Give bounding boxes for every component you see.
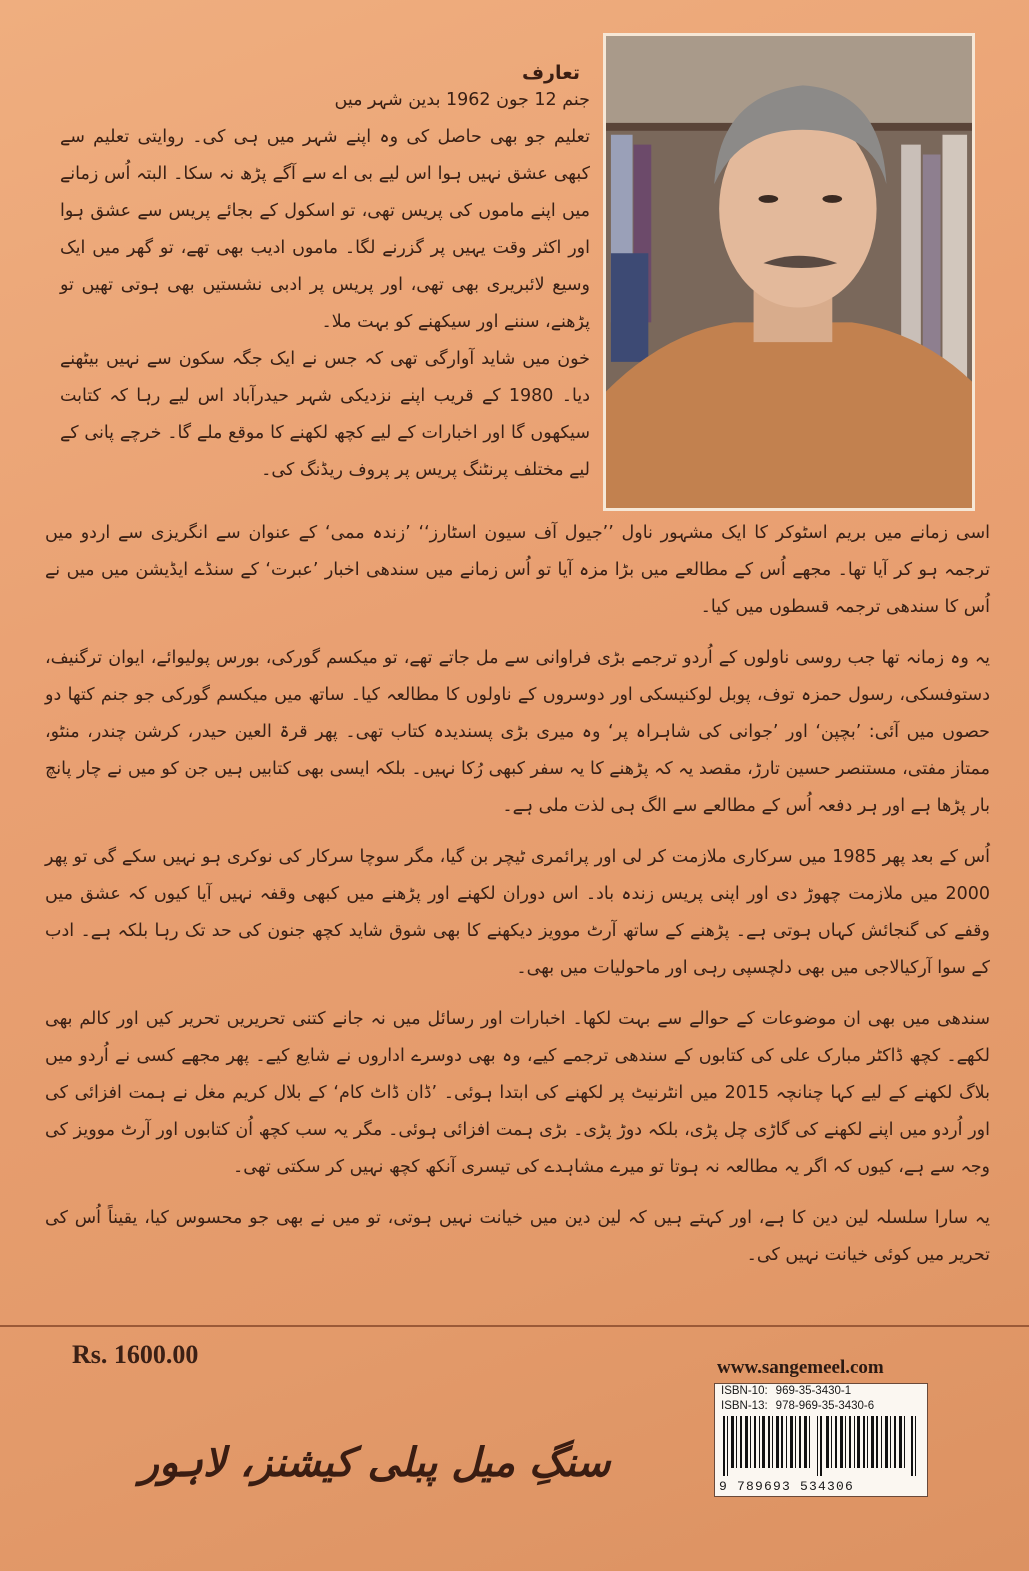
isbn10-value: 969-35-3430-1 [775, 1385, 852, 1397]
price-label: Rs. 1600.00 [72, 1340, 199, 1369]
body-paragraph: سندھی میں بھی ان موضوعات کے حوالے سے بہت لکھا۔ اخبارات اور رسائل میں نہ جانے کتنی تحریریں تحریر کیں اور کالم بھی لکھے۔ کچھ ڈاکٹر مبارک علی کی کتابوں کے سندھی ترجمے کیے، وہ بھی دوسرے اداروں نے شایع کیے۔ پھر مجھے کسی نے اُردو میں بلاگ لکھنے کے لیے کہا چنانچہ 2015 میں انٹرنیٹ پر لکھنے کی ابتدا ہوئی۔ ’ڈان ڈاٹ کام‘ کے بلال کریم مغل نے ہمت افزائی کی اور اُردو میں اپنے لکھنے کی گاڑی چل پڑی، بلکہ دوڑ پڑی۔ بڑی ہمت افزائی ہوئی۔ مگر یہ سب کچھ اُن کتابوں اور آرٹ موویز کی وجہ سے ہے، کیوں کہ اگر یہ مطالعہ نہ ہوتا تو میرے مشاہدے کی تیسری آنکھ کچھ نہیں کر سکتی تھی۔ [45, 1009, 990, 1177]
isbn10-line [715, 1384, 927, 1399]
intro-paragraph: خون میں شاید آوارگی تھی کہ جس نے ایک جگہ سکون سے نہیں بیٹھنے دیا۔ 1980 کے قریب اپنے نزدیکی شہر حیدرآباد اس لیے رہا کہ کتابت سیکھوں گا اور اخبارات کے لیے کچھ لکھنے کا موقع ملے گا۔ خرچے پانی کے لیے مختلف پرنٹنگ پریس پر پروف ریڈنگ کی۔ [60, 349, 591, 480]
intro-title: تعارف [521, 62, 580, 84]
barcode-number: 9 789693 534306 [719, 1479, 855, 1494]
intro-paragraph: تعلیم جو بھی حاصل کی وہ اپنے شہر میں ہی کی۔ روایتی تعلیم سے کبھی عشق نہیں ہوا اس لیے بی اے سے آگے پڑھ نہ سکا۔ البتہ اُس زمانے میں اپنے ماموں کی پریس تھی، تو اسکول کے بجائے پریس سے عشق ہوا اور اکثر وقت یہیں پر گزرنے لگا۔ ماموں ادیب بھی تھے، تو گھر میں ایک وسیع لائبریری بھی تھی، اور پریس پر ادبی نشستیں بھی ہوتی تھیں تو پڑھنے، سننے اور سیکھنے کو بہت ملا۔ [60, 127, 590, 332]
isbn13-line [715, 1399, 927, 1414]
body-paragraph: یہ وہ زمانہ تھا جب روسی ناولوں کے اُردو ترجمے بڑی فراوانی سے مل جاتے تھے، تو میکسم گورکی، بورس پولیوائے، ایوان ترگنیف، دستوفسکی، رسول حمزہ توف، پوبل لوکنیسکی اور دوسروں کے ناولوں کا مطالعہ کیا۔ ساتھ میں میکسم گورکی جو جنم کتھا دو حصوں میں آئی: ’بچپن‘ اور ’جوانی کی شاہراہ پر‘ وہ میری بڑی پسندیدہ کتاب تھی۔ پھر قرۃ العین حیدر، کرشن چندر، منٹو، ممتاز مفتی، مستنصر حسین تارڑ، مقصد یہ کہ پڑھنے کا یہ سفر کبھی رُکا نہیں۔ بلکہ ایسی بھی کتابیں ہیں جن کو میں نے چار پانچ بار پڑھا ہے اور ہر دفعہ اُس کے مطالعے سے الگ ہی لذت ملی ہے۔ [45, 648, 990, 816]
divider [0, 1325, 1029, 1327]
body-paragraph: یہ سارا سلسلہ لین دین کا ہے، اور کہتے ہیں کہ لین دین میں خیانت نہیں ہوتی، تو میں نے بھی جو محسوس کیا، یقیناً اُس کی تحریر میں کوئی خیانت نہیں کی۔ [45, 1208, 990, 1265]
intro-text [60, 82, 590, 489]
publisher-website: www.sangemeel.com [717, 1357, 884, 1378]
body-paragraph: اُس کے بعد پھر 1985 میں سرکاری ملازمت کر لی اور پرائمری ٹیچر بن گیا، مگر سوچا سرکار کی نوکری ہو نہیں سکے گی تو پھر 2000 میں ملازمت چھوڑ دی اور اپنی پریس زندہ باد۔ اس دوران لکھنے اور پڑھنے میں کبھی وقفہ نہیں آیا کیوں کہ عشق میں وقفے کی گنجائش کہاں ہوتی ہے۔ پڑھنے کے ساتھ آرٹ موویز دیکھنے کا بھی شوق شاید کچھ جنون کی حد تک رہا بلکہ ہے۔ ادب کے سوا آرکیالاجی میں بھی دلچسپی رہی اور ماحولیات میں بھی۔ [45, 847, 990, 978]
body-paragraph: اسی زمانے میں بریم اسٹوکر کا ایک مشہور ناول ’’جیول آف سیون اسٹارز‘‘ ’زندہ ممی‘ کے عنوان سے انگریزی سے اردو میں ترجمہ ہو کر آیا تھا۔ مجھے اُس کے مطالعے میں بڑا مزہ آیا تو اُس زمانے میں سندھی اخبار ’عبرت‘ کے سنڈے ایڈیشن میں میں نے اُس کا سندھی ترجمہ قسطوں میں کیا۔ [45, 523, 990, 617]
author-photo [603, 33, 975, 511]
isbn13-value: 978-969-35-3430-6 [775, 1400, 875, 1412]
intro-paragraph: جنم 12 جون 1962 بدین شہر میں [334, 90, 590, 110]
publisher-name: سنگِ میل پبلی کیشنز، لاہور [139, 1440, 611, 1486]
isbn-barcode-block [714, 1383, 928, 1497]
barcode-icon [721, 1416, 921, 1476]
isbn10-label: ISBN-10: [721, 1385, 768, 1397]
author-portrait-icon [606, 36, 972, 508]
main-text [45, 515, 990, 1288]
isbn13-label: ISBN-13: [721, 1400, 768, 1412]
